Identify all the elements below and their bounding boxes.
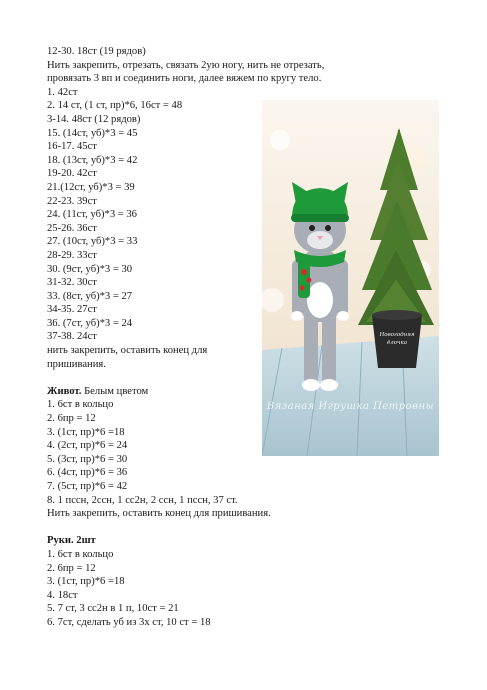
body-pattern-line: 30. (9ст, уб)*3 = 30 — [47, 263, 133, 275]
arms-pattern-line: 3. (1ст, пр)*6 =18 — [47, 576, 125, 588]
belly-pattern-line: 3. (1ст, пр)*6 =18 — [47, 426, 125, 438]
arms-pattern-line: 2. 6пр = 12 — [47, 562, 96, 574]
belly-pattern-line: 7. (5ст, пр)*6 = 42 — [47, 481, 128, 492]
body-pattern-line: пришивания. — [47, 358, 106, 370]
body-pattern-line: нить закрепить, оставить конец для — [47, 345, 208, 357]
arms-pattern-lines — [47, 548, 467, 630]
arms-pattern-line: 4. 18ст — [47, 589, 78, 601]
body-pattern-line: 31-32. 30ст — [47, 277, 97, 289]
body-pattern-line: Нить закрепить, отрезать, связать 2ую ногу, нить не отрезать, — [47, 59, 325, 71]
belly-pattern-line: 6. (4ст, пр)*6 = 36 — [47, 467, 128, 479]
body-pattern-line: 2. 14 ст, (1 ст, пр)*6, 16ст = 48 — [47, 100, 183, 112]
arms-heading: Руки. 2шт — [47, 535, 96, 547]
belly-pattern-line: 8. 1 пссн, 2ссн, 1 сс2н, 2 ссн, 1 пссн, 37 ст. — [47, 494, 238, 506]
body-pattern-line: 27. (10ст, уб)*3 = 33 — [47, 236, 138, 248]
belly-pattern-line: 4. (2ст, пр)*6 = 24 — [47, 440, 128, 452]
body-pattern-line: провязать 3 вп и соединить ноги, далее вяжем по кругу тело. — [47, 73, 322, 85]
belly-heading-bold: Живот. — [47, 385, 82, 397]
svg-text:ёлочка: ёлочка — [386, 340, 408, 346]
product-photo — [262, 100, 439, 456]
body-pattern-line: 22-23. 39ст — [47, 195, 97, 207]
photo-watermark: Вязаная Игрушка Петровны — [266, 401, 435, 412]
body-pattern-line: 18. (13ст, уб)*3 = 42 — [47, 154, 138, 166]
body-pattern-line: 1. 42ст — [47, 86, 78, 98]
body-pattern-line: 33. (8ст, уб)*3 = 27 — [47, 290, 133, 302]
body-pattern-line: 21.(12ст, уб)*3 = 39 — [47, 181, 135, 193]
arms-pattern-line: 1. 6ст в кольцо — [47, 548, 114, 560]
arms-pattern-line: 5. 7 ст, 3 сс2н в 1 п, 10ст = 21 — [47, 603, 179, 615]
belly-pattern-line: 2. 6пр = 12 — [47, 413, 96, 425]
belly-pattern-line: Нить закрепить, оставить конец для пришивания. — [47, 508, 271, 520]
body-pattern-line: 16-17. 45ст — [47, 141, 97, 153]
body-pattern-line: 15. (14ст, уб)*3 = 45 — [47, 127, 138, 139]
body-pattern-line: 34-35. 27ст — [47, 304, 97, 316]
pot — [372, 310, 422, 368]
pot-label: Новогодняя — [379, 332, 415, 338]
body-pattern-line: 3-14. 48ст (12 рядов) — [47, 113, 141, 125]
body-pattern-line: 37-38. 24ст — [47, 331, 97, 343]
body-pattern-line: 36. (7ст, уб)*3 = 24 — [47, 317, 133, 329]
body-pattern-line: 28-29. 33ст — [47, 249, 97, 261]
body-pattern-line: 25-26. 36ст — [47, 222, 97, 234]
body-pattern-line: 19-20. 42ст — [47, 168, 97, 180]
belly-pattern-line: 1. 6ст в кольцо — [47, 399, 114, 411]
body-pattern-line: 24. (11ст, уб)*3 = 36 — [47, 209, 137, 221]
arms-pattern-line: 6. 7ст, сделать уб из 3х ст, 10 ст = 18 — [47, 616, 211, 628]
belly-heading-rest: Белым цветом — [81, 385, 149, 397]
belly-pattern-line: 5. (3ст, пр)*6 = 30 — [47, 453, 128, 465]
body-pattern-line: 12-30. 18ст (19 рядов) — [47, 46, 146, 57]
